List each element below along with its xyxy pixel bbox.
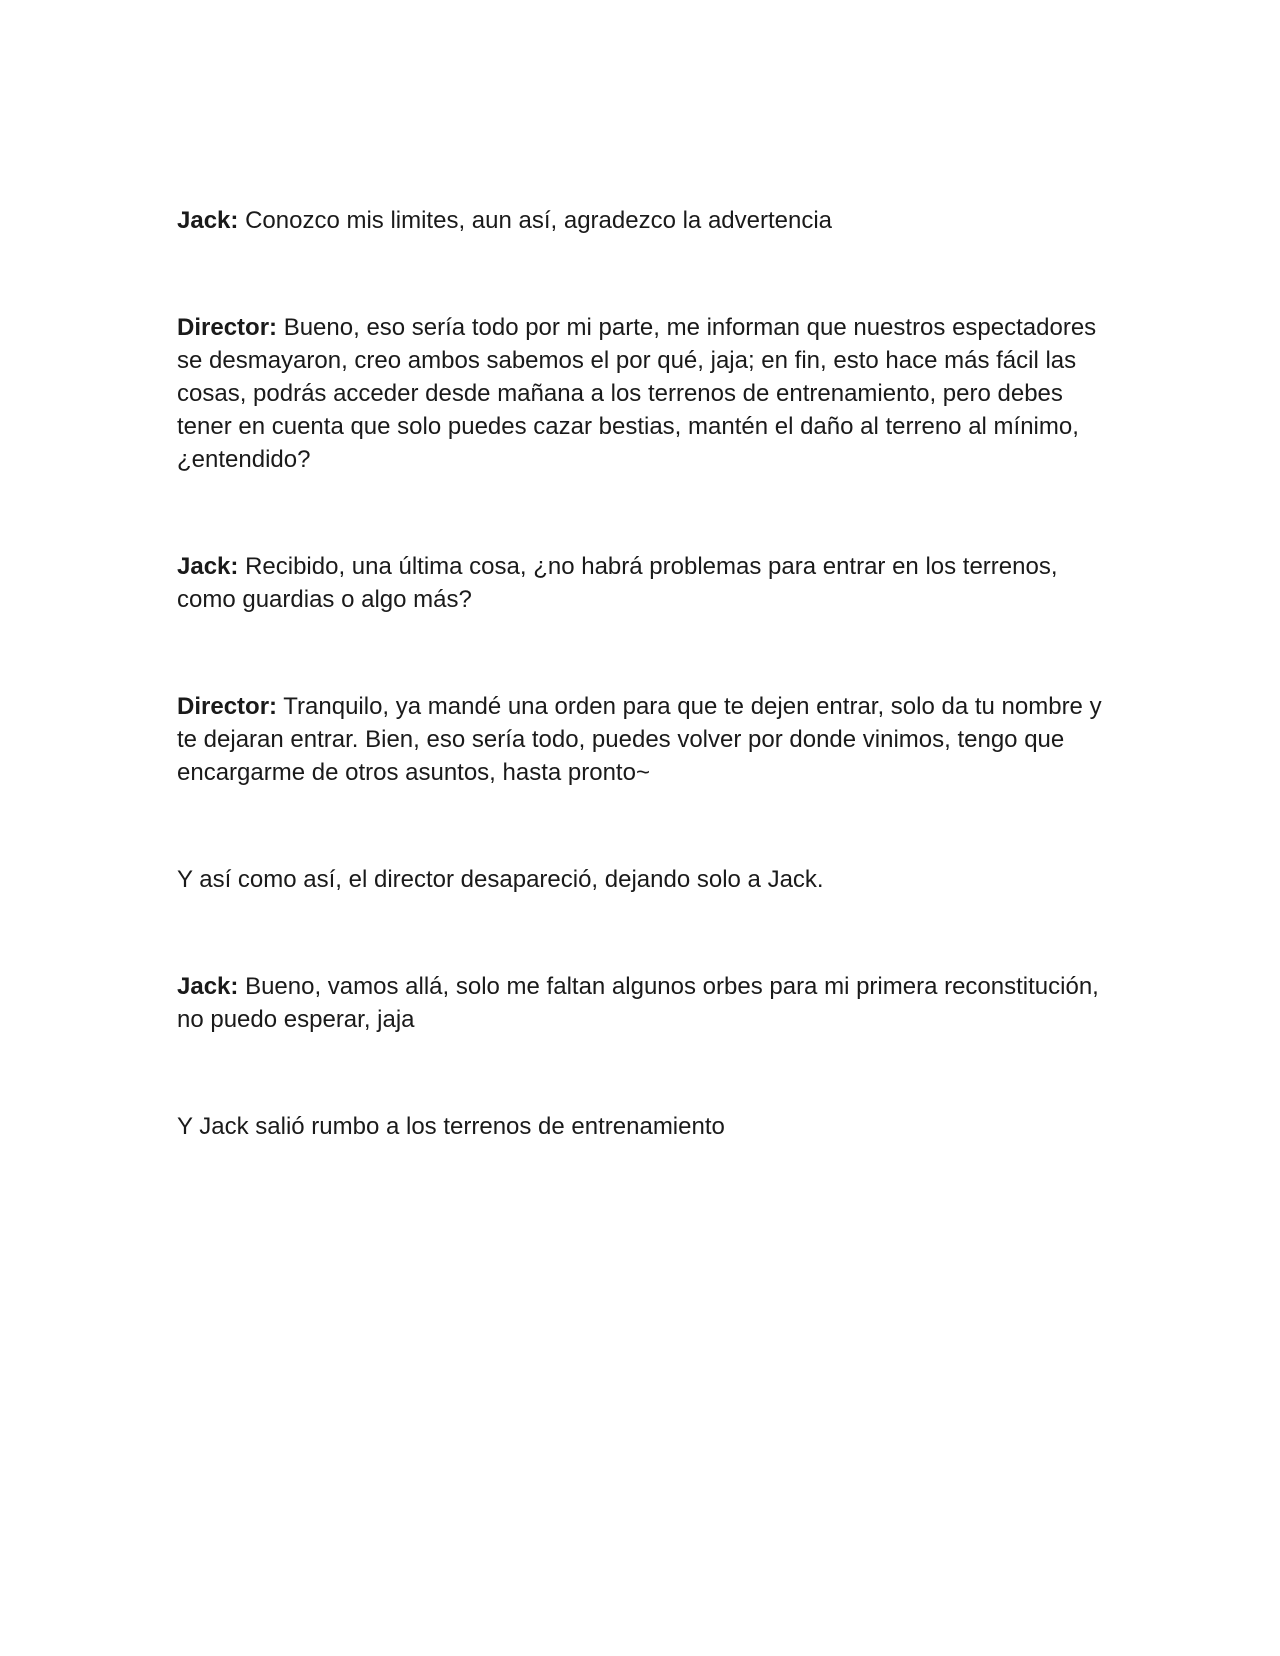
speaker-name: Director: (177, 693, 278, 720)
narration-text: Y Jack salió rumbo a los terrenos de entrenamiento (177, 1113, 725, 1140)
dialogue-text: Bueno, vamos allá, solo me faltan algunos orbes para mi primera reconstitución, no puedo esperar, jaja (177, 973, 1099, 1033)
document-body (177, 204, 1117, 1217)
dialogue-paragraph (177, 690, 1117, 789)
speaker-name: Jack: (177, 207, 239, 234)
narration-paragraph (177, 1110, 1117, 1143)
narration-text: Y así como así, el director desapareció, dejando solo a Jack. (177, 866, 824, 893)
dialogue-paragraph (177, 970, 1117, 1036)
dialogue-paragraph (177, 311, 1117, 476)
dialogue-paragraph (177, 204, 1117, 237)
speaker-name: Jack: (177, 553, 239, 580)
speaker-name: Jack: (177, 973, 239, 1000)
dialogue-text: Bueno, eso sería todo por mi parte, me informan que nuestros espectadores se desmayaron, creo ambos sabemos el por qué, jaja; en fin, esto hace más fácil las cosas, podrás acceder desde mañana a los terrenos de entrenamiento, pero debes tener en cuenta que solo puedes cazar bestias, mantén el daño al terreno al mínimo, ¿entendido? (177, 314, 1097, 473)
speaker-name: Director: (177, 314, 278, 341)
dialogue-text: Conozco mis limites, aun así, agradezco la advertencia (245, 207, 833, 234)
narration-paragraph (177, 863, 1117, 896)
dialogue-text: Tranquilo, ya mandé una orden para que te dejen entrar, solo da tu nombre y te dejaran entrar. Bien, eso sería todo, puedes volver por donde vinimos, tengo que encargarme de otros asuntos, hasta pronto~ (177, 693, 1102, 786)
dialogue-paragraph (177, 550, 1117, 616)
dialogue-text: Recibido, una última cosa, ¿no habrá problemas para entrar en los terrenos, como guardias o algo más? (177, 553, 1058, 613)
